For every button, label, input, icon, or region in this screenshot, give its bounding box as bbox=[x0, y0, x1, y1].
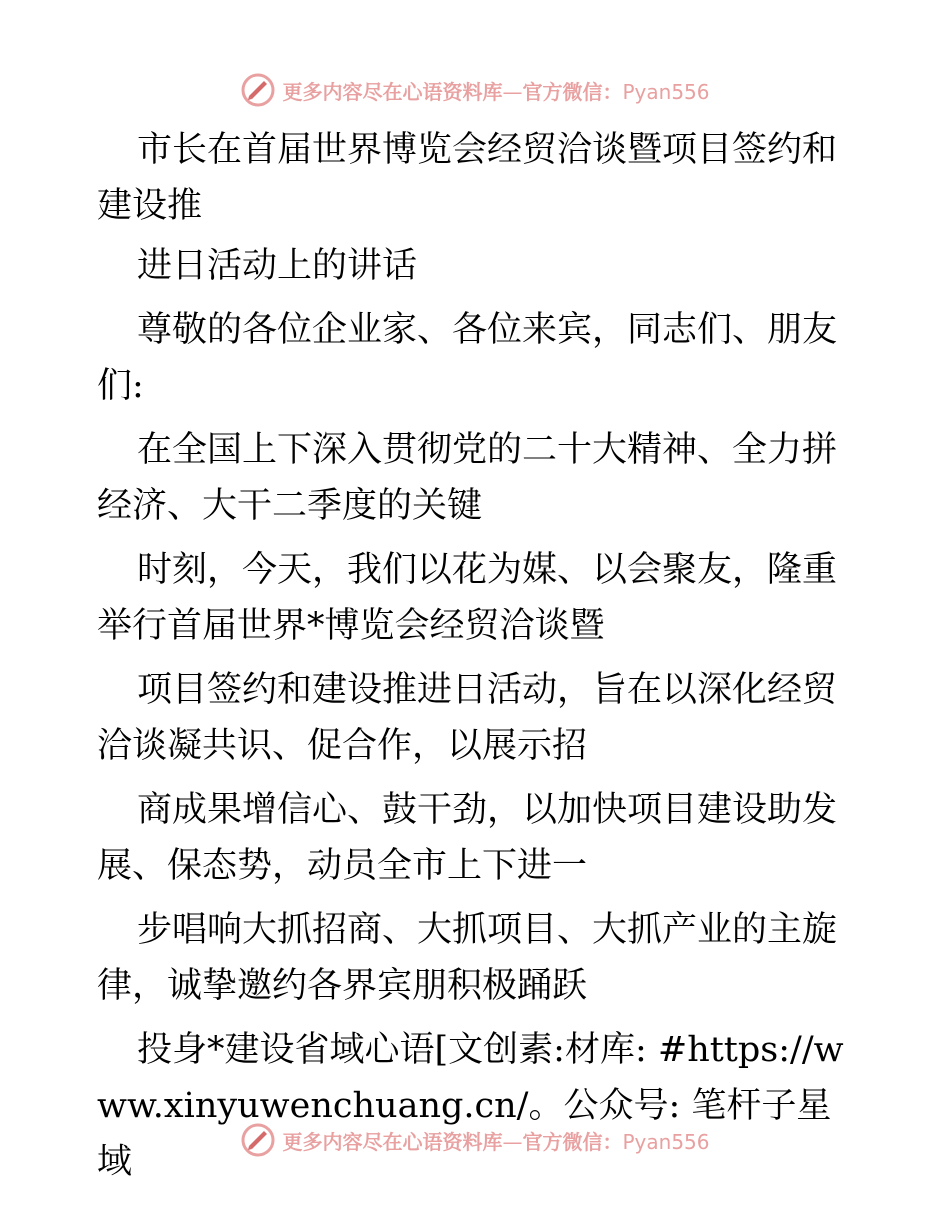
body-paragraph: 商成果增信心、鼓干劲，以加快项目建设助发展、保态势，动员全市上下进一 bbox=[97, 790, 838, 886]
watermark-id: Pyan556 bbox=[622, 1129, 710, 1154]
watermark-suffix: 官方微信： bbox=[522, 1129, 623, 1154]
watermark-suffix: 官方微信： bbox=[522, 79, 623, 104]
watermark-separator: — bbox=[502, 79, 523, 104]
body-paragraph: 步唱响大抓招商、大抓项目、大抓产业的主旋律，诚挚邀约各界宾朋积极踊跃 bbox=[97, 910, 838, 1006]
body-paragraph: 时刻，今天，我们以花为媒、以会聚友，隆重举行首届世界*博览会经贸洽谈暨 bbox=[97, 550, 838, 646]
body-paragraph: 项目签约和建设推进日活动，旨在以深化经贸洽谈凝共识、促合作，以展示招 bbox=[97, 670, 838, 766]
header-watermark bbox=[0, 70, 950, 110]
logo-icon bbox=[240, 72, 276, 108]
watermark-id: Pyan556 bbox=[622, 79, 710, 104]
document-body bbox=[97, 122, 857, 1198]
document-title: 市长在首届世界博览会经贸洽谈暨项目签约和建设推 bbox=[97, 130, 838, 226]
watermark-brand: 更多内容尽在心语资料库 bbox=[282, 79, 503, 104]
watermark-separator: — bbox=[502, 1129, 523, 1154]
body-paragraph: 投身*建设省域心语[文创素:材库: #https://www.xinyuwenchuang.cn/。公众号: 笔杆子星域 bbox=[97, 1030, 844, 1182]
footer-watermark bbox=[0, 1120, 950, 1160]
logo-icon bbox=[240, 1122, 276, 1158]
watermark-brand: 更多内容尽在心语资料库 bbox=[282, 1129, 503, 1154]
body-paragraph: 在全国上下深入贯彻党的二十大精神、全力拼经济、大干二季度的关键 bbox=[97, 430, 838, 526]
salutation: 尊敬的各位企业家、各位来宾，同志们、朋友们: bbox=[97, 310, 838, 406]
document-title-continued: 进日活动上的讲话 bbox=[137, 246, 418, 286]
